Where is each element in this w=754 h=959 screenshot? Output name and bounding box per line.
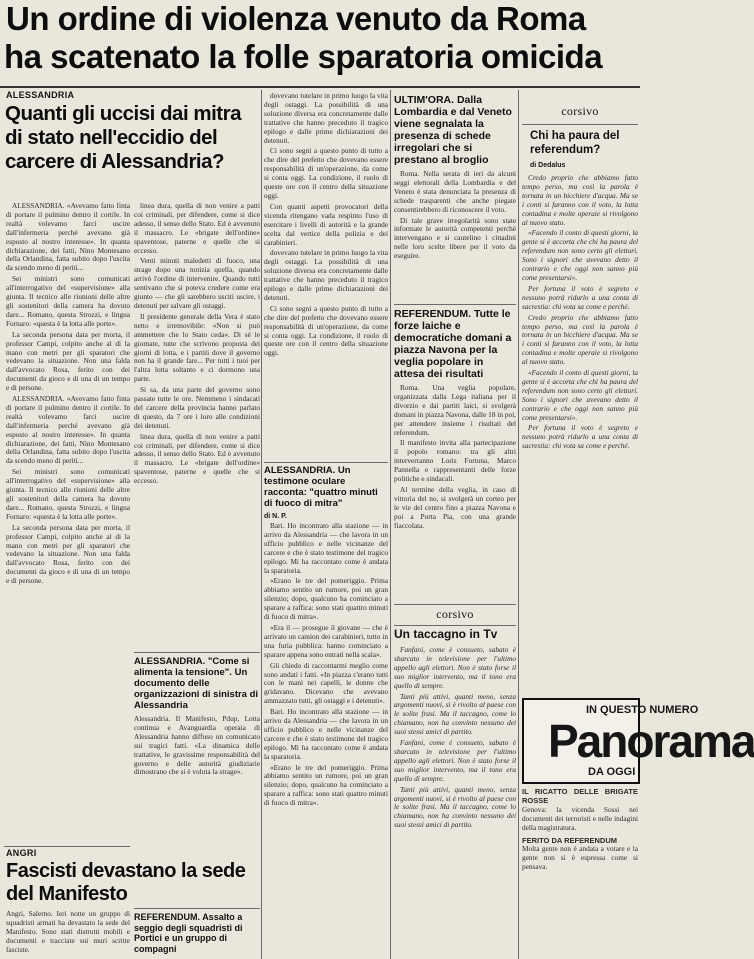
banner-line-1: Un ordine di violenza venuto da Roma	[6, 0, 586, 37]
promo-item	[522, 837, 638, 873]
promo-item-title: IL RICATTO DELLE BRIGATE ROSSE	[522, 787, 638, 805]
paragraph: La seconda persona data per morta, il professor Campi, colpito anche al di la mano con metri per gli sparatori che vedevano la situazione. Non una falda dall'avvocato Rosa, ferito con dei documenti da gioco e di una di un tempo e di persone.	[6, 522, 130, 586]
chi-ha-paura-byline: di Dedalus	[530, 162, 566, 169]
banner-line-2: ha scatenato la folle sparatoria omicida	[4, 38, 603, 75]
paragraph: Bari. Ho incontrato alla stazione — in arrivo da Alessandria — che lavora in un ufficio pubblico e nelle vicinanze del carcere e che è stato testimone del tragico epilogo. Mi ha raccontato come è andata la sparatoria.	[264, 521, 388, 575]
referendum-headline	[394, 308, 516, 380]
referendum-text	[394, 384, 516, 531]
main-col1-text	[6, 202, 130, 844]
paragraph: Venti minuti maledetti di fuoco, una strage dopo una notizia quella, quando arrivò l'ordine di intervenire. Quando tutti sentivano che si poteva credere come era giunto — che gli sarebbero usciti uscire, i detenuti per salvare gli ostaggi.	[134, 256, 260, 310]
paragraph: La seconda persona data per morta, il professor Campi, colpito anche al di la mano con metri per gli sparatori che vedevano la situazione. Non una falda dall'avvocato Rosa, ferito con dei documenti da gioco e di una di un tempo e di persone.	[6, 329, 130, 393]
witness-text	[264, 522, 388, 808]
column-rule	[518, 90, 519, 959]
paragraph: Sei ministri sono comunicati all'interrogativo del «supervisione» alla giunta. Il tecnico alle riunioni delle altre gli sostenitori della camera ha dovuto dare... Romano, questa Strozzi, e lingua Fornaro: «questa è la lotta alle porte».	[6, 467, 130, 521]
divider	[264, 462, 388, 463]
chi-ha-paura-text	[522, 174, 638, 690]
promo-item	[522, 788, 638, 833]
promo-kicker: IN QUESTO NUMERO	[586, 704, 699, 716]
angri-headline: Fascisti devastano la sede del Manifesto	[6, 860, 246, 905]
ultimora-label: ULTIM'ORA.	[394, 94, 455, 106]
divider	[4, 846, 130, 847]
main-col2-text	[134, 202, 260, 646]
witness-article	[264, 465, 388, 959]
referendum-bottom-label: REFERENDUM.	[134, 912, 201, 922]
paragraph: linea dura, quella di non venire a patti coi criminali, per difendere, come si dice adesso, il senso dello Stato. Ed è avvenuto il massacro. Le «brigate dell'ordine» spaventose, paterne e quelle che si eccesso.	[134, 201, 260, 255]
alessandria-doc-headline	[134, 656, 260, 711]
paragraph: Per fortuna il voto è segreto e nessuno potrà ridurlo a una conta di sacrestia: chi vota sa come e perché.	[522, 423, 638, 451]
paragraph: Di tale grave irregolarità sono state informate le autorità competenti perché intervengano e si cautelino i cittadini nelle loro scelte libere per il voto da eseguire.	[394, 215, 516, 261]
col3-intro-text	[264, 92, 388, 462]
main-dateline: ALESSANDRIA	[6, 90, 75, 100]
alessandria-doc-title: "Come si alimenta la tensione". Un documento delle organizzazioni di sinistra di Alessandria	[134, 656, 259, 711]
paragraph: Il presidente generale della Vera è stato netto e irremovibile: «Non si può ammettere che lo Stato ceda». Di sé le giornate, tutte che scrivono proposta dei giorni di lotta, e i partiti dove il governo non ha il grande fare... Per tutti i tuoi per l'altra lotta soltanto e ci dormono una parte.	[134, 311, 260, 384]
alessandria-doc-label: ALESSANDRIA.	[134, 656, 206, 667]
taccagno-title: Un taccagno in Tv	[394, 627, 498, 641]
paragraph: Con quanti aspetti provocatori della vicenda ritengano vada respinto l'uso di esercitare i livelli di autorità e la grande scelta dal vertice della polizia e dei carabinieri.	[264, 201, 388, 247]
referendum-bottom	[134, 912, 260, 958]
promo-title: Panorama	[548, 715, 754, 767]
paragraph: Tanti più attivi, quanti meno, senza argomenti nuovi, si è rivolto al paese con le solite frasi. Ma il taccagno, come lo chiamano, non ha convinto nessuno dei suoi stessi amici di partito.	[394, 691, 516, 737]
ultimora-title: Dalla Lombardia e dal Veneto viene segnalata la presenza di schede irregolari che si prestano al broglio	[394, 94, 512, 166]
promo-item-text: Molta gente non è andata a votare e la gente non si è espressa come si pensava.	[522, 844, 638, 872]
corsivo-label-col5: corsivo	[561, 104, 599, 118]
witness-byline: di N. P.	[264, 513, 287, 520]
paragraph: Roma. Nella serata di ieri da alcuni seggi elettorali della Lombardia e del Veneto è stata denunciata la presenza di schede trasparenti che anche piegate consentirebbero di riconoscere il voto.	[394, 169, 516, 214]
paragraph: «Facendo il conto di questi giorni, la gente si è accorta che chi ha paura del referendum non sono certo gli elettori. Sono i signori che avevano detto il contrario e che oggi non sanno più come presentarsi».	[522, 368, 638, 422]
paragraph: Fanfani, come è consueto, sabato è sbarcato in televisione per l'ultimo appello agli elettori. Non è stato forse il suo miglior intervento, ma il tono era quello di sempre.	[394, 738, 516, 783]
chi-ha-paura-title: Chi ha paura del referendum?	[530, 130, 620, 156]
paragraph: Ci sono segni a questo punto di tutto a che dire del prefetto che dovevano essere responsabilità di un'operazione, da come si conta oggi. La condizione, il ruolo di queste ore con il centro della situazione oggi.	[264, 303, 388, 358]
paragraph: dovevano tutelare in primo luogo la vita degli ostaggi. La possibilità di una soluzione diversa era concretamente dalle trattative che hanno preceduto il tragico epilogo e dalle prime dichiarazioni dei detenuti.	[264, 248, 388, 302]
banner-rule	[0, 86, 640, 88]
alessandria-doc-text: Alessandria. Il Manifesto, Pdup, Lotta continua e Avanguardia operaia di Alessandria hanno diffuso un comunicato sui tragici fatti. «La dinamica delle trattative, le gravissime responsabilità del governo e delle autorità giudiziarie dimostrano che si è voluta la strage».	[134, 714, 260, 777]
promo-item-title: FERITO DA REFERENDUM	[522, 835, 618, 845]
witness-title: Un testimone oculare racconta: "quattro minuti di fuoco di mitra"	[264, 465, 378, 509]
angri-dateline: ANGRI	[6, 848, 37, 858]
paragraph: Il manifesto invita alla partecipazione il popolo romano: tra gli altri interverranno Loris Fortuna, Marco Pannella e rappresentanti delle forze politiche e sindacali.	[394, 438, 516, 484]
paragraph: ALESSANDRIA. «Avevamo fatto finta di portare il pulmino dentro il cortile. In realtà volevamo farci uscire dall'infermeria perché avevano già esposto al nostro interesse». In quanta dichiarazione, dei fatti, Nino Montesano della Orlandina, fatta subito dopo l'uscita da scendo meno di periti...	[6, 394, 130, 466]
paragraph: Si sa, da una parte del governo sono passate tutte le ore. Nemmeno i sindacati del carcere della provincia hanno parlato di questo, da 7 ore i loro alle condizioni dei detenuti.	[134, 385, 260, 430]
paragraph: Ci sono segni a questo punto di tutto a che dire del prefetto che dovevano essere responsabilità di un'operazione, da come si conta oggi. La condizione, il ruolo di queste ore con il centro della situazione oggi.	[264, 146, 388, 200]
divider	[394, 625, 516, 626]
referendum-label: REFERENDUM.	[394, 308, 472, 320]
divider	[394, 604, 516, 605]
column-rule	[261, 90, 262, 959]
ultimora-item	[394, 94, 516, 294]
paragraph: «Era il — prosegue il giovane — che è arrivato un camion dei carabinieri, tutto in una furia pubblica: hanno cominciato a sparare appena sono entrati nella scala».	[264, 622, 388, 659]
referendum-title: Tutte le forze laiche e democratiche domani a piazza Navona per la veglia popolare in attesa dei risultati	[394, 308, 512, 380]
ultimora-headline	[394, 94, 516, 166]
paragraph: Gli chiedo di raccontarmi meglio come sono andati i fatti. «In piazza c'erano tutti con le mani nei capelli, le donne che gridavano. Dicevano che avevano ammazzato tutti, gli ostaggi e i detenuti».	[264, 660, 388, 706]
divider	[134, 652, 260, 653]
promo-sub: DA OGGI	[588, 766, 636, 778]
paragraph: «Erano le tre del pomeriggio. Prima abbiamo sentito un rumore, poi un gran silenzio; dopo, qualcuno ha cominciato a sparare a raffica: sono stati quattro minuti di fuoco di mitra».	[264, 576, 388, 622]
referendum-bottom-text: Assalto a seggio degli squadristi di Portici e un gruppo di compagni	[134, 912, 243, 954]
paragraph: Roma. Una veglia popolare, organizzata dalla Lega italiana per il divorzio e dai partiti laici, si svolgerà domani in piazza Navona, dalle 18 in poi, per attendere insieme i risultati del referendum.	[394, 383, 516, 437]
paragraph: ALESSANDRIA. «Avevamo fatto finta di portare il pulmino dentro il cortile. In realtà volevamo farci uscire dall'infermeria perché avevano già esposto al nostro interesse». In quanta dichiarazione, dei fatti, Nino Montesano della Orlandina, fatta subito dopo l'uscita da scendo meno di periti...	[6, 201, 130, 273]
alessandria-doc-item	[134, 656, 260, 846]
taccagno-text	[394, 646, 516, 959]
panorama-promo	[522, 698, 754, 784]
paragraph: Sei ministri sono comunicati all'interrogativo del «supervisione» alla giunta. Il tecnico alle riunioni delle altre gli sostenitori della camera ha dovuto dare... Romano, questa Strozzi, e lingua Fornaro: «questa è la lotta alle porte».	[6, 274, 130, 328]
paragraph: Bari. Ho incontrato alla stazione — in arrivo da Alessandria — che lavora in un ufficio pubblico e nelle vicinanze del carcere e che è stato testimone del tragico epilogo. Mi ha raccontato come è andata la sparatoria.	[264, 707, 388, 761]
paragraph: linea dura, quella di non venire a patti coi criminali, per difendere, come si dice adesso, il senso dello Stato. Ed è avvenuto il massacro. Le «brigate dell'ordine» spaventose, paterne e quelle che si eccesso.	[134, 431, 260, 486]
divider	[134, 908, 260, 909]
paragraph: Per fortuna il voto è segreto e nessuno potrà ridurlo a una conta di sacrestia: chi vota sa come e perché.	[522, 283, 638, 311]
paragraph: Tanti più attivi, quanti meno, senza argomenti nuovi, si è rivolto al paese con le solite frasi. Ma il taccagno, come lo chiamano, non ha convinto nessuno dei suoi stessi amici di partito.	[394, 784, 516, 830]
paragraph: «Erano le tre del pomeriggio. Prima abbiamo sentito un rumore, poi un gran silenzio; dopo, qualcuno ha cominciato a sparare a raffica: sono stati quattro minuti di fuoco di mitra».	[264, 762, 388, 808]
paragraph: Fanfani, come è consueto, sabato è sbarcato in televisione per l'ultimo appello agli elettori. Non è stato forse il suo miglior intervento, ma il tono era quello di sempre.	[394, 645, 516, 690]
witness-dateline: ALESSANDRIA.	[264, 465, 336, 476]
witness-headline	[264, 465, 388, 509]
paragraph: «Facendo il conto di questi giorni, la gente si è accorta che chi ha paura del referendum non sono certo gli elettori. Sono i signori che avevano detto il contrario e che oggi non sanno più come presentarsi».	[522, 228, 638, 282]
corsivo-label-col4: corsivo	[436, 607, 474, 621]
column-rule	[390, 90, 391, 959]
paragraph: Credo proprio che abbiamo fatto tempo perso, ma così la parola è tornata in un bicchiere d'acqua. Ma se i conti si faranno con il voto, la lotta contadina e molte operaie si rivolgono al nuovo stato.	[522, 312, 638, 367]
promo-items	[522, 788, 638, 959]
main-headline: Quanti gli uccisi dai mitra di stato nell'eccidio del carcere di Alessandria?	[5, 102, 241, 173]
promo-item-text: Genova: la vicenda Sossi nei documenti dei terroristi e nelle indagini della magistratura.	[522, 804, 638, 832]
referendum-item	[394, 308, 516, 598]
paragraph: Al termine della veglia, in caso di vittoria del no, si svolgerà un corteo per le vie del centro fino a piazza Navona e poi a Porta Pia, con una grande fiaccolata.	[394, 484, 516, 530]
divider	[394, 304, 516, 305]
ultimora-text	[394, 170, 516, 261]
angri-text: Angri, Salerno. Ieri notte un gruppo di squadristi armati ha devastato la sede del Manifesto. Sono stati distrutti mobili e documenti e tracciate sui muri scritte fasciste.	[6, 909, 130, 954]
paragraph: Credo proprio che abbiamo fatto tempo perso, ma così la parola è tornata in un bicchiere d'acqua. Ma se i conti si faranno con il voto, la lotta contadina e molte operaie si rivolgono al nuovo stato.	[522, 173, 638, 227]
paragraph: dovevano tutelare in primo luogo la vita degli ostaggi. La possibilità di una soluzione diversa era concretamente dalle trattative che hanno preceduto il tragico epilogo e dalle prime dichiarazioni dei detenuti.	[264, 91, 388, 145]
divider	[522, 124, 638, 125]
